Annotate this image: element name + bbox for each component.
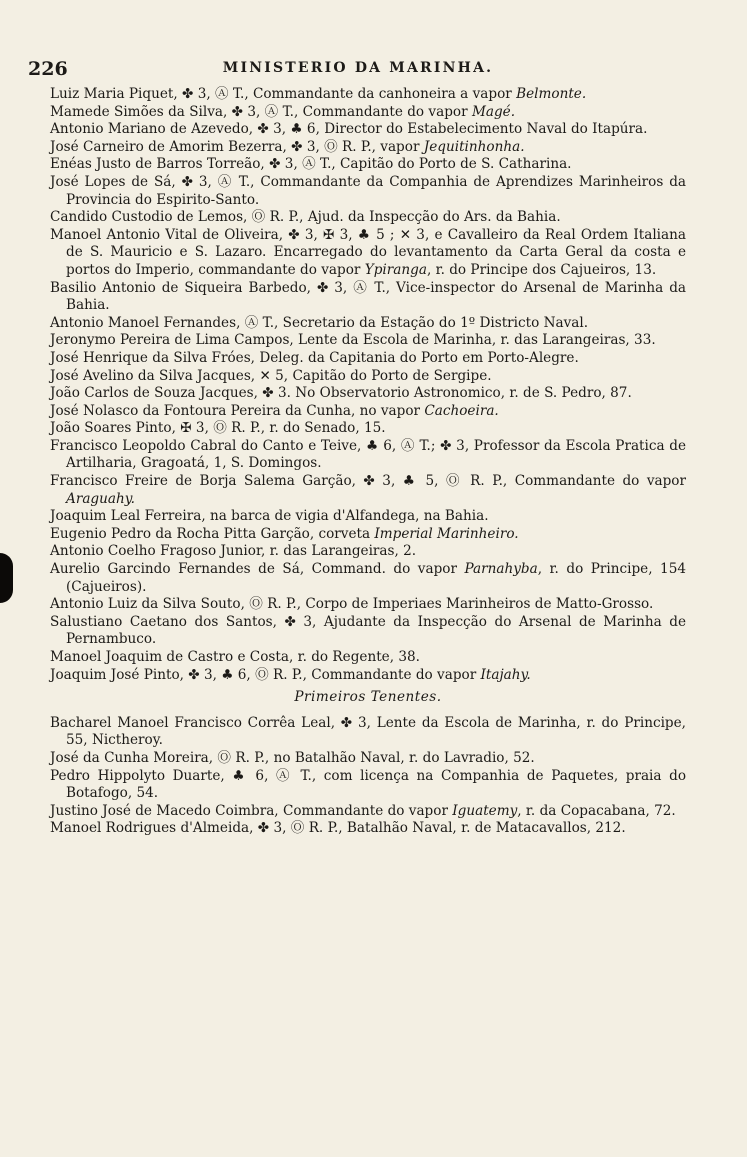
entry-text: Pedro Hippolyto Duarte, ♣ 6, Ⓐ T., com licença na Companhia de Paquetes, praia do Botafogo, 54.: [50, 767, 686, 802]
entry: [50, 803, 686, 821]
entry-text: José da Cunha Moreira, Ⓞ R. P., no Batalhão Naval, r. do Lavradio, 52.: [50, 749, 535, 766]
entry: [50, 614, 686, 649]
entry-text: Eugenio Pedro da Rocha Pitta Garção, corveta: [50, 525, 375, 542]
entry-text: João Carlos de Souza Jacques, ✤ 3. No Observatorio Astronomico, r. de S. Pedro, 87.: [50, 385, 632, 402]
running-title: MINISTERIO DA MARINHA.: [222, 60, 494, 76]
entry-text: João Soares Pinto, ✠ 3, Ⓞ R. P., r. do Senado, 15.: [50, 420, 386, 437]
entry: [50, 750, 686, 768]
entry: [50, 596, 686, 614]
entry-text: Francisco Leopoldo Cabral do Canto e Teive, ♣ 6, Ⓐ T.; ✤ 3, Professor da Escola Pratica de Artilharia, Gragoatá, 1, S. Domingos.: [50, 437, 686, 472]
entry: [50, 315, 686, 333]
entry: [50, 139, 686, 157]
entry-text: Francisco Freire de Borja Salema Garção, ✤ 3, ♣ 5, Ⓞ R. P., Commandante do vapor: [50, 473, 686, 490]
entry: [50, 649, 686, 667]
entry: [50, 332, 686, 350]
entry-text: Basilio Antonio de Siqueira Barbedo, ✤ 3, Ⓐ T., Vice-inspector do Arsenal de Marinha da Bahia.: [50, 279, 686, 314]
entry: [50, 473, 686, 508]
entry-italic: Itajahy.: [480, 666, 531, 683]
entry-italic: Ypiranga: [364, 261, 427, 278]
entry-text: José Lopes de Sá, ✤ 3, Ⓐ T., Commandante da Companhia de Aprendizes Marinheiros da Provincia do Espirito-Santo.: [50, 173, 686, 208]
entry-italic: Imperial Marinheiro.: [374, 525, 519, 542]
entry-text: Manoel Joaquim de Castro e Costa, r. do Regente, 38.: [50, 649, 420, 665]
entry-text: Antonio Coelho Fragoso Junior, r. das Larangeiras, 2.: [50, 543, 417, 560]
entry: [50, 86, 686, 104]
entry: [50, 385, 686, 403]
entry-italic: Iguatemy: [452, 802, 518, 819]
entry: [50, 768, 686, 803]
page-header: [28, 58, 688, 82]
entry-italic: Belmonte.: [516, 86, 587, 102]
entry-text: Antonio Manoel Fernandes, Ⓐ T., Secretario da Estação do 1º Districto Naval.: [50, 314, 589, 331]
entry: [50, 438, 686, 473]
entry-text: Salustiano Caetano dos Santos, ✤ 3, Ajudante da Inspecção do Arsenal de Marinha de Pernambuco.: [50, 613, 686, 648]
entry-text: Manoel Antonio Vital de Oliveira, ✤ 3, ✠ 3, ♣ 5 ; ✕ 3, e Cavalleiro da Real Ordem Italiana de S. Mauricio e S. Lazaro. Encarregado do levantamento da Carta Geral da costa e portos do Imperio, commandante do vapor: [50, 226, 686, 278]
entry: [50, 715, 686, 750]
entry-text: Manoel Rodrigues d'Almeida, ✤ 3, Ⓞ R. P., Batalhão Naval, r. de Matacavallos, 212.: [50, 820, 626, 837]
entry: [50, 403, 686, 421]
entry-italic: Parnahyba: [464, 561, 538, 578]
entry-italic: Jequitinhonha.: [423, 138, 525, 155]
entry-text: Joaquim José Pinto, ✤ 3, ♣ 6, Ⓞ R. P., Commandante do vapor: [50, 666, 481, 683]
entry-tail: , r. do Principe, 154 (Cajueiros).: [66, 561, 686, 595]
entry-list-bottom: [50, 715, 686, 838]
entry: [50, 368, 686, 386]
entry: [50, 526, 686, 544]
entry-text: Aurelio Garcindo Fernandes de Sá, Command. do vapor: [50, 561, 465, 578]
entry-text: José Avelino da Silva Jacques, ✕ 5, Capitão do Porto de Sergipe.: [50, 367, 492, 384]
entry: [50, 667, 686, 685]
text-column: [50, 86, 686, 838]
entry: [50, 121, 686, 139]
entry: [50, 104, 686, 122]
entry-text: Antonio Mariano de Azevedo, ✤ 3, ♣ 6, Director do Estabelecimento Naval do Itapúra.: [50, 121, 648, 138]
section-heading: Primeiros Tenentes.: [294, 689, 442, 706]
entry-text: Enéas Justo de Barros Torreão, ✤ 3, Ⓐ T., Capitão do Porto de S. Catharina.: [50, 156, 572, 173]
entry-italic: Araguahy.: [66, 490, 135, 507]
ink-blot: [0, 553, 13, 603]
entry-tail: , r. da Copacabana, 72.: [517, 802, 676, 819]
entry: [50, 508, 686, 526]
entry: [50, 350, 686, 368]
entry: [50, 209, 686, 227]
entry-tail: , r. do Principe dos Cajueiros, 13.: [426, 261, 657, 278]
entry-text: Candido Custodio de Lemos, Ⓞ R. P., Ajud. da Inspecção do Ars. da Bahia.: [50, 209, 561, 226]
entry-text: Joaquim Leal Ferreira, na barca de vigia d'Alfandega, na Bahia.: [50, 508, 489, 525]
entry: [50, 820, 686, 838]
entry-text: Luiz Maria Piquet, ✤ 3, Ⓐ T., Commandante da canhoneira a vapor: [50, 86, 517, 102]
entry-text: Antonio Luiz da Silva Souto, Ⓞ R. P., Corpo de Imperiaes Marinheiros de Matto-Grosso.: [50, 596, 654, 613]
entry-text: Justino José de Macedo Coimbra, Commandante do vapor: [50, 802, 453, 819]
entry-list-top: [50, 86, 686, 684]
entry-italic: Magé.: [471, 103, 516, 120]
entry: [50, 227, 686, 280]
entry-italic: Cachoeira.: [424, 402, 499, 419]
entry-text: Jeronymo Pereira de Lima Campos, Lente da Escola de Marinha, r. das Larangeiras, 33.: [50, 332, 656, 349]
entry-text: José Henrique da Silva Fróes, Deleg. da Capitania do Porto em Porto-Alegre.: [50, 349, 579, 366]
entry: [50, 543, 686, 561]
entry-text: José Carneiro de Amorim Bezerra, ✤ 3, Ⓞ R. P., vapor: [50, 138, 424, 155]
entry: [50, 561, 686, 596]
entry: [50, 280, 686, 315]
entry: [50, 174, 686, 209]
entry-text: Mamede Simões da Silva, ✤ 3, Ⓐ T., Commandante do vapor: [50, 103, 472, 120]
entry: [50, 156, 686, 174]
page-number: 226: [28, 58, 68, 80]
entry-text: Bacharel Manoel Francisco Corrêa Leal, ✤ 3, Lente da Escola de Marinha, r. do Principe, 55, Nictheroy.: [50, 714, 686, 749]
entry-text: José Nolasco da Fontoura Pereira da Cunha, no vapor: [50, 402, 425, 419]
entry: [50, 420, 686, 438]
